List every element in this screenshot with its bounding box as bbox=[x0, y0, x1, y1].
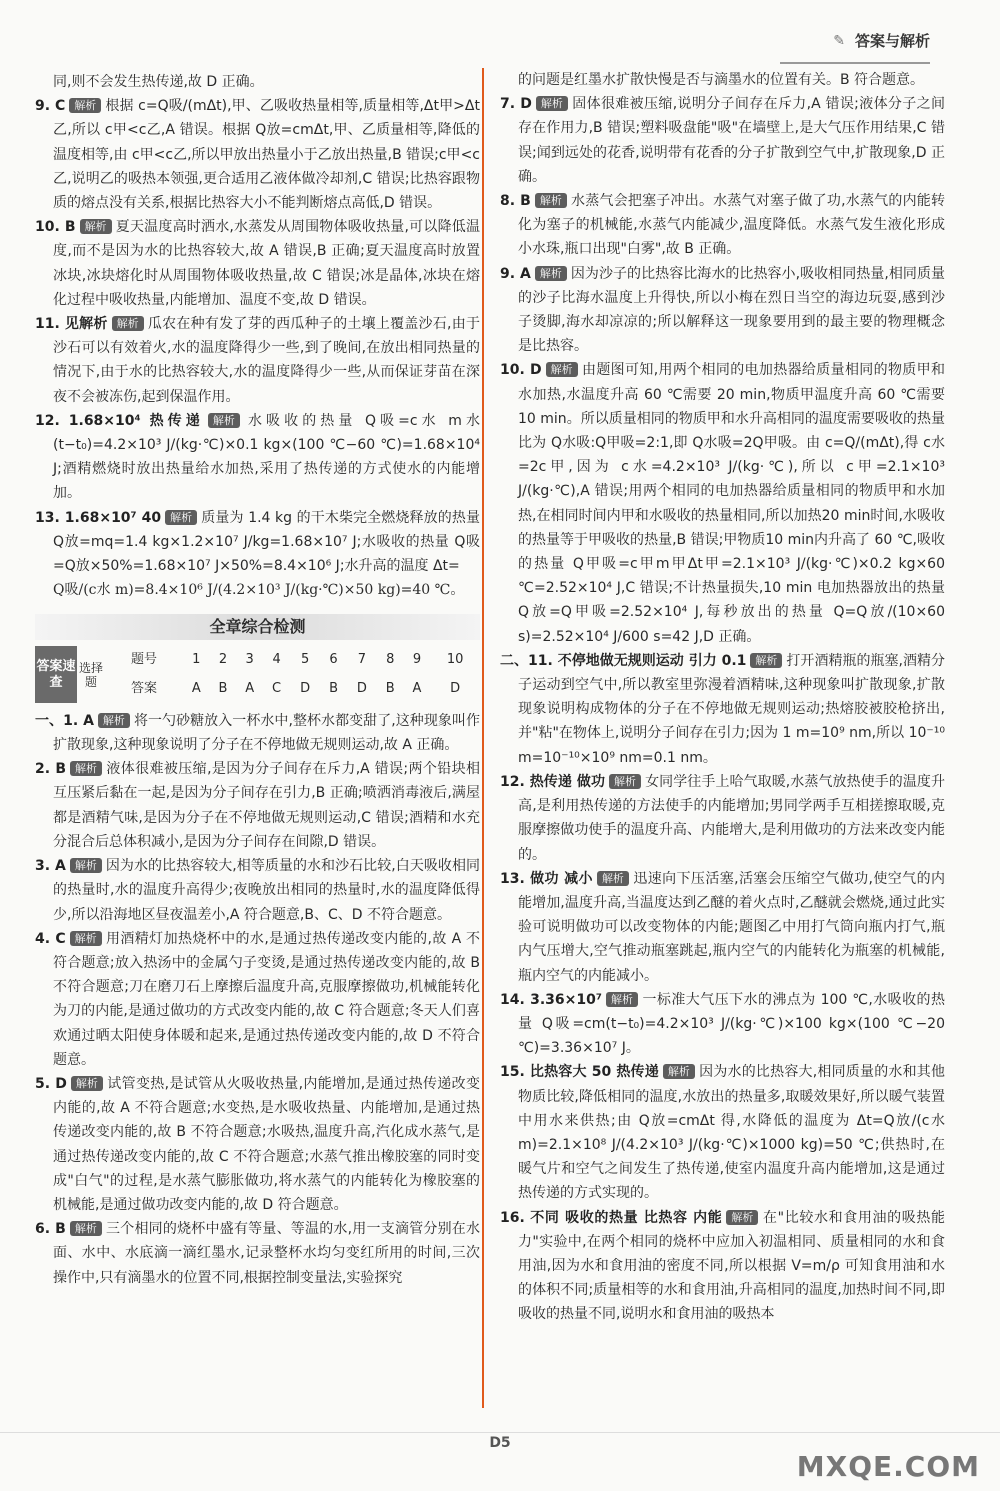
analysis-tag: 解析 bbox=[750, 653, 782, 668]
answer-text: 夏天温度高时洒水,水蒸发从周围物体吸收热量,可以降低温度,而不是因为水的比热容较大,故 A 错误,B 正确;夏天温度高时放置冰块,冰块熔化时从周围物体吸收热量,故 C 错误;冰是晶体,冰块在熔化过程中吸收热量,内能增加、温度不变,故 D 错误。 bbox=[53, 219, 480, 308]
analysis-tag: 解析 bbox=[69, 98, 101, 113]
answer-item bbox=[500, 770, 945, 867]
answer-cell: A bbox=[412, 680, 422, 696]
right-column bbox=[500, 68, 945, 1327]
answer-cell: D bbox=[450, 680, 461, 696]
answer-text: 液体很难被压缩,是因为分子间存在斥力,A 错误;两个铅块相互压紧后黏在一起,是因为分子间存在引力,B 正确;喷洒消毒液后,满屋都是酒精气味,是因为分子在不停地做无规则运动,C 错误;酒精和水充分混合后总体积减小,是因为分子间存在间隙,D 错误。 bbox=[53, 761, 480, 850]
answer-item bbox=[35, 409, 480, 506]
answer-table-row-label: 答案 bbox=[130, 680, 157, 696]
answer-item bbox=[35, 94, 480, 215]
analysis-tag: 解析 bbox=[535, 266, 567, 281]
question-number: 9 bbox=[412, 652, 422, 668]
section-title: 全章综合检测 bbox=[35, 614, 480, 640]
answer-text: 用酒精灯加热烧杯中的水,是通过热传递改变内能的,故 A 不符合题意;放入热汤中的金属勺子变烫,是通过热传递改变内能的,故 B 不符合题意;刀在磨刀石上摩擦后温度升高,克服摩擦做功,机械能转化为刀的内能,是通过做功的方式改变内能的,故 C 符合题意;冬天人们喜欢通过晒太阳使身体暖和起来,是通过热传递改变内能的,故 D 不符合题意。 bbox=[53, 930, 480, 1068]
analysis-tag: 解析 bbox=[606, 992, 638, 1007]
question-number: 13. 做功 减小 bbox=[500, 870, 593, 887]
answer-item bbox=[500, 358, 945, 648]
answer-item bbox=[500, 189, 945, 262]
answer-item bbox=[35, 506, 480, 579]
question-number: 3. A bbox=[35, 858, 66, 875]
answer-item bbox=[35, 927, 480, 1072]
question-number: 14. 3.36×10⁷ bbox=[500, 991, 602, 1008]
answer-item bbox=[35, 1217, 480, 1290]
analysis-tag: 解析 bbox=[70, 858, 102, 873]
answer-item bbox=[35, 215, 480, 312]
question-number: 12. 1.68×10⁴ 热传递 bbox=[35, 412, 204, 429]
answer-item bbox=[35, 709, 480, 757]
question-number: 11. 见解析 bbox=[35, 316, 108, 333]
analysis-tag: 解析 bbox=[609, 774, 641, 789]
question-number: 1 bbox=[192, 652, 201, 668]
analysis-tag: 解析 bbox=[597, 871, 629, 886]
answer-text: 根据 c=Q吸/(mΔt),甲、乙吸收热量相等,质量相等,Δt甲>Δt乙,所以 c甲<c乙,A 错误。根据 Q放=cmΔt,甲、乙质量相等,降低的温度相等,由 c甲<c乙,所以甲放出热量小于乙放出热量,B 错误;c甲<c乙,说明乙的吸热本领强,更合适用乙液体做冷却剂,C 错误;比热容跟物质的熔点没有关系,根据比热容大小不能判断熔点高低,D 错误。 bbox=[53, 98, 480, 212]
header-deco-icon: ✎ bbox=[833, 32, 845, 49]
answer-text: 迅速向下压活塞,活塞会压缩空气做功,使空气的内能增加,温度升高,当温度达到乙醚的着火点时,乙醚就会燃烧,通过此实验可说明做功可以改变物体的内能;题图乙中用打气筒向瓶内打气,瓶内气压增大,空气推动瓶塞跳起,瓶内空气的内能转化为瓶塞的机械能,瓶内空气的内能减小。 bbox=[518, 870, 945, 984]
answer-item bbox=[35, 70, 480, 94]
question-number: 二、11. 不停地做无规则运动 引力 0.1 bbox=[500, 652, 747, 669]
answer-text: 水蒸气会把塞子冲出。水蒸气对塞子做了功,水蒸气的内能转化为塞子的机械能,水蒸气内能减少,温度降低。水蒸气发生液化形成小水珠,瓶口出现"白雾",故 B 正确。 bbox=[518, 193, 946, 258]
analysis-tag: 解析 bbox=[70, 761, 102, 776]
answer-item bbox=[35, 312, 480, 409]
answer-text: 一标准大气压下水的沸点为 100 ℃,水吸收的热量 Q吸=cm(t−t₀)=4.2×10³ J/(kg·℃)×100 kg×(100 ℃−20 ℃)=3.36×10⁷ J。 bbox=[518, 991, 945, 1057]
analysis-tag: 解析 bbox=[112, 316, 144, 331]
answer-cell: B bbox=[329, 680, 338, 696]
question-number: 2. B bbox=[35, 761, 66, 778]
header-title: 答案与解析 bbox=[854, 32, 930, 50]
answer-table-label: 答案速查 bbox=[35, 646, 77, 702]
analysis-tag: 解析 bbox=[70, 1221, 102, 1236]
question-number: 10. D bbox=[500, 362, 542, 379]
answer-item bbox=[500, 68, 945, 92]
analysis-tag: 解析 bbox=[80, 219, 112, 234]
answer-text: 固体很难被压缩,说明分子间存在斥力,A 错误;液体分子之间存在作用力,B 错误;塑料吸盘能"吸"在墙壁上,是大气压作用结果,C 错误;闻到远处的花香,说明带有花香的分子扩散到空气中,扩散现象,D 正确。 bbox=[518, 96, 945, 185]
analysis-tag: 解析 bbox=[726, 1210, 758, 1225]
analysis-tag: 解析 bbox=[71, 1076, 103, 1091]
header-rule bbox=[780, 62, 930, 64]
answer-text: 打开酒精瓶的瓶塞,酒精分子运动到空气中,所以教室里弥漫着酒精味,这种现象叫扩散现象,扩散现象说明构成物体的分子在不停地做无规则运动;热熔胶被胶枪挤出,并"粘"在物体上,说明分子间存在引力;因为 1 m=10⁹ nm,所以 10⁻¹⁰ m=10⁻¹⁰×10⁹ nm=0.1 nm。 bbox=[518, 652, 945, 766]
answer-text: 三个相同的烧杯中盛有等量、等温的水,用一支滴管分别在水面、水中、水底滴一滴红墨水,记录整杯水均匀变红所用的时间,三次操作中,只有滴墨水的位置不同,根据控制变量法,实验探究 bbox=[53, 1221, 481, 1286]
answer-text: 的问题是红墨水扩散快慢是否与滴墨水的位置有关。B 符合题意。 bbox=[518, 72, 925, 88]
answer-item bbox=[35, 854, 480, 927]
answer-text: 将一勺砂糖放入一杯水中,整杯水都变甜了,这种现象叫作扩散现象,这种现象说明了分子在不停地做无规则运动,故 A 正确。 bbox=[53, 712, 480, 754]
analysis-tag: 解析 bbox=[546, 362, 578, 377]
question-number: 10 bbox=[446, 652, 464, 668]
answer-item bbox=[500, 1060, 945, 1205]
answer-cell: A bbox=[245, 680, 255, 696]
answer-text: 同,则不会发生热传递,故 D 正确。 bbox=[53, 74, 264, 90]
answer-table-type: 选择题 bbox=[78, 660, 103, 689]
column-divider bbox=[482, 68, 484, 1408]
answer-text: 质量为 1.4 kg 的干木柴完全燃烧释放的热量 Q放=mq=1.4 kg×1.2×10⁷ J/kg=1.68×10⁷ J;水吸收的热量 Q吸=Q放×50%=1.68×10⁷ J×50%=8.4×10⁶ J;水升高的温度 Δt= bbox=[53, 509, 480, 575]
question-number: 7. D bbox=[500, 96, 532, 113]
analysis-tag: 解析 bbox=[165, 510, 197, 525]
analysis-tag: 解析 bbox=[663, 1064, 695, 1079]
answer-text: 由题图可知,用两个相同的电加热器给质量相同的物质甲和水加热,水温度升高 60 ℃需要 20 min,物质甲温度升高 60 ℃需要 10 min。所以质量相同的物质甲和水升高相同的温度需要吸收的热量比为 Q水吸:Q甲吸=2:1,即 Q水吸=2Q甲吸。由 c=Q/(mΔt),得 c水=2c甲,因为 c水=4.2×10³ J/(kg·℃),所以 c甲=2.1×10³ J/(kg·℃),A 错误;用两个相同的电加热器给质量相同的物质甲和水加热,在相同时间内甲和水吸收的热量相同,所以加热20 min时间,水吸收的热量等于甲吸收的热量,B 错误;甲物质10 min内升高了 60 ℃,吸收的热量 Q甲吸=c甲m甲Δt甲=2.1×10³ J/(kg·℃)×0.2 kg×60 ℃=2.52×10⁴ J,C 错误;不计热量损失,10 min 电加热器放出的热量 Q放=Q甲吸=2.52×10⁴ J,每秒放出的热量 Q=Q放/(10×60 s)=2.52×10⁴ J/600 s=42 J,D 正确。 bbox=[518, 362, 945, 645]
analysis-tag: 解析 bbox=[98, 713, 130, 728]
answer-item bbox=[500, 262, 945, 359]
answer-text: 女同学往手上哈气取暖,水蒸气放热使手的温度升高,是利用热传递的方法使手的内能增加;男同学两手互相搓擦取暖,克服摩擦做功使手的温度升高、内能增大,是利用做功的方法来改变内能的。 bbox=[518, 773, 945, 863]
answer-cell: C bbox=[272, 680, 282, 696]
question-number: 9. A bbox=[500, 265, 531, 282]
answer-item bbox=[500, 867, 945, 988]
answer-item bbox=[35, 757, 480, 854]
answer-text: 在"比较水和食用油的吸热能力"实验中,在两个相同的烧杯中应加入初温相同、质量相同的水和食用油,因为水和食用油的密度不同,所以根据 V=m/ρ 可知食用油和水的体积不同;质量相等的水和食用油,升高相同的温度,加热时间不同,即吸收的热量不同,说明水和食用油的吸热本 bbox=[518, 1209, 945, 1323]
analysis-tag: 解析 bbox=[535, 193, 567, 208]
answer-table-row-label: 题号 bbox=[130, 652, 157, 668]
question-number: 6 bbox=[329, 652, 338, 668]
answer-cell: D bbox=[300, 680, 311, 696]
question-number: 一、1. A bbox=[35, 712, 94, 729]
answer-text: 因为水的比热容较大,相等质量的水和沙石比较,白天吸收相同的热量时,水的温度升高得少;夜晚放出相同的热量时,水的温度降低得少,所以沿海地区昼夜温差小,A 符合题意,B、C、D 不符合题意。 bbox=[53, 858, 480, 923]
answer-text: 因为水的比热容大,相同质量的水和其他物质比较,降低相同的温度,水放出的热量多,取暖效果好,所以暖气装置中用水来供热;由 Q放=cmΔt 得,水降低的温度为 Δt=Q放/(c水 m)=2.1×10⁸ J/(4.2×10³ J/(kg·℃)×1000 kg)=50 ℃;供热时,在暖气片和空气之间发生了热传递,使室内温度升高内能增加,这是通过热传递的方式实现的。 bbox=[518, 1064, 945, 1202]
answer-text: 瓜农在种有发了芽的西瓜种子的土壤上覆盖沙石,由于沙石可以有效着火,水的温度降得少一些,到了晚间,在放出相同热量的情况下,由于水的比热容较大,水的温度降得少一些,从而保证芽苗在深夜不会被冻伤,起到保温作用。 bbox=[53, 316, 480, 405]
question-number: 3 bbox=[245, 652, 254, 668]
analysis-tag: 解析 bbox=[536, 96, 568, 111]
header-tag bbox=[833, 30, 930, 51]
analysis-tag: 解析 bbox=[208, 413, 240, 428]
answer-item bbox=[500, 649, 945, 770]
question-number: 7 bbox=[357, 652, 367, 668]
question-number: 2 bbox=[218, 652, 228, 668]
left-column bbox=[35, 70, 480, 1290]
footer-rule bbox=[0, 1432, 1000, 1433]
answer-cell: D bbox=[356, 680, 367, 696]
question-number: 16. 不同 吸收的热量 比热容 内能 bbox=[500, 1209, 723, 1226]
question-number: 4. C bbox=[35, 930, 66, 947]
answer-table bbox=[35, 646, 480, 702]
answer-cell: B bbox=[385, 680, 395, 696]
formula: Q吸/(c水 m)=8.4×10⁶ J/(4.2×10³ J/(kg·℃)×50 kg)=40 ℃。 bbox=[53, 582, 465, 599]
answer-cell: A bbox=[191, 680, 201, 696]
analysis-tag: 解析 bbox=[70, 931, 102, 946]
answer-cell: B bbox=[218, 680, 228, 696]
answer-text: 试管变热,是试管从火吸收热量,内能增加,是通过热传递改变内能的,故 A 不符合题意;水变热,是水吸收热量、内能增加,是通过热传递改变内能的,故 B 不符合题意;水吸热,温度升高,汽化成水蒸气,是通过热传递改变内能的,故 C 不符合题意;水蒸气推出橡胶塞的同时变成"白气"的过程,是水蒸气膨胀做功,将水蒸气的内能转化为橡胶塞的机械能,是通过做功改变内能的,故 D 符合题意。 bbox=[53, 1075, 480, 1213]
question-number: 5 bbox=[301, 652, 310, 668]
answer-text: 水吸收的热量 Q吸=c水 m水(t−t₀)=4.2×10³ J/(kg·℃)×0.1 kg×(100 ℃−60 ℃)=1.68×10⁴ J;酒精燃烧时放出热量给水加热,采用了热传递的方式使水的内能增加。 bbox=[53, 412, 480, 502]
question-number: 15. 比热容大 50 热传递 bbox=[500, 1064, 659, 1081]
question-number: 9. C bbox=[35, 98, 66, 115]
question-number: 13. 1.68×10⁷ 40 bbox=[35, 509, 162, 526]
answer-text: 因为沙子的比热容比海水的比热容小,吸收相同热量,相同质量的沙子比海水温度上升得快,所以小梅在烈日当空的海边玩耍,感到沙子烫脚,海水却凉凉的;所以解释这一现象要用到的最主要的物理概念是比热容。 bbox=[518, 265, 945, 355]
question-number: 4 bbox=[272, 652, 281, 668]
answer-item bbox=[500, 1206, 945, 1327]
question-number: 8 bbox=[386, 652, 395, 668]
question-number: 10. B bbox=[35, 219, 76, 236]
question-number: 6. B bbox=[35, 1221, 66, 1238]
answer-item bbox=[500, 988, 945, 1061]
answer-item bbox=[500, 92, 945, 189]
answer-item bbox=[35, 1072, 480, 1217]
watermark: MXQE.COM bbox=[796, 1450, 980, 1483]
question-number: 5. D bbox=[35, 1075, 67, 1092]
question-number: 12. 热传递 做功 bbox=[500, 773, 606, 790]
page-number: D5 bbox=[489, 1435, 511, 1451]
question-number: 8. B bbox=[500, 193, 531, 210]
